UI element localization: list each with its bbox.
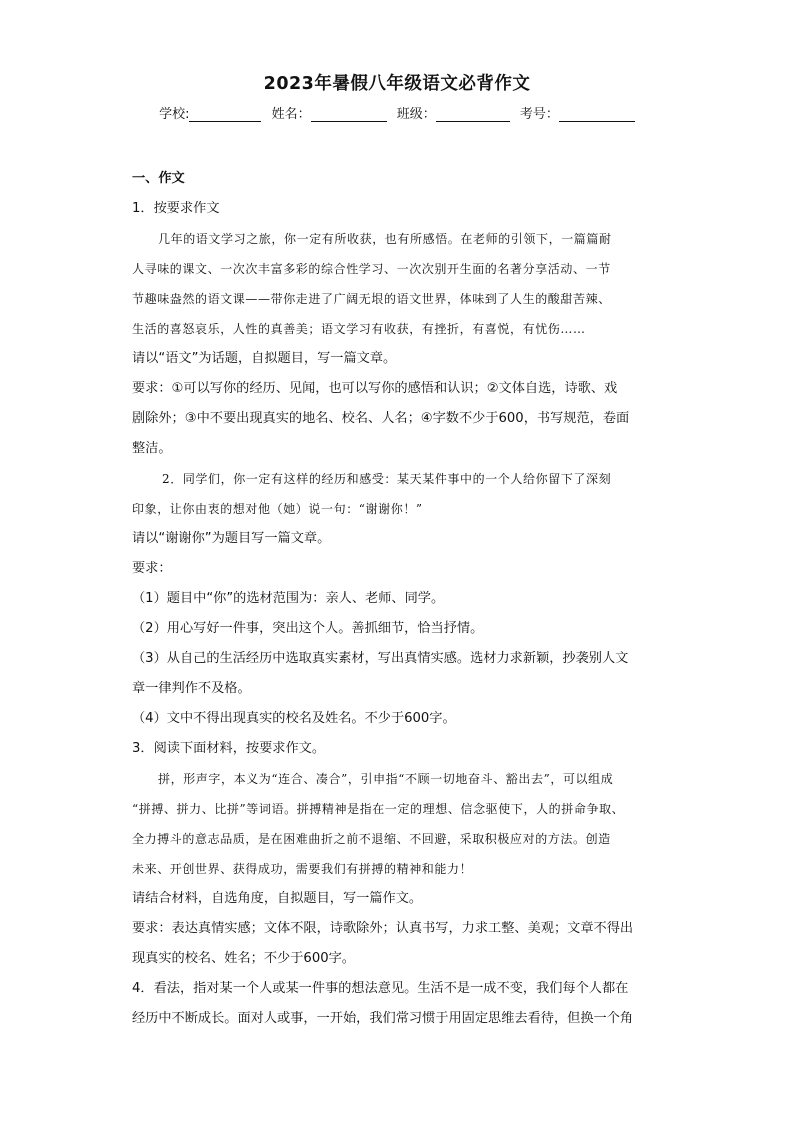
section-heading: 一、作文 — [132, 171, 185, 186]
question-3-title: 3．阅读下面材料，按要求作文。 — [132, 741, 326, 756]
question-1-requirement-line: 剧除外；③中不要出现真实的地名、校名、人名；④字数不少于600，书写规范，卷面 — [132, 411, 630, 426]
student-info-row — [0, 103, 794, 122]
exam-number-label: 考号： — [519, 107, 559, 122]
question-3-material-line: “拼搏、拼力、比拼”等词语。拼搏精神是指在一定的理想、信念驱使下，人的拼命争取、 — [132, 802, 625, 816]
question-2-requirements-label: 要求： — [132, 561, 172, 576]
question-3-material-line: 拼，形声字，本义为“连合、凑合”，引申指“不顾一切地奋斗、豁出去”，可以组成 — [158, 772, 614, 786]
question-2-requirement-line: （3）从自己的生活经历中选取真实素材，写出真情实感。选材力求新颖，抄袭别人文 — [132, 651, 629, 666]
question-1-material-line: 几年的语文学习之旅，你一定有所收获，也有所感悟。在老师的引领下，一篇篇耐 — [158, 232, 612, 246]
school-field[interactable] — [159, 103, 261, 122]
exam-number-blank[interactable] — [559, 107, 635, 122]
question-4-line: 4．看法，指对某一个人或某一件事的想法意见。生活不是一成不变，我们每个人都在 — [132, 981, 629, 996]
question-1-instruction: 请以“语文”为话题，自拟题目，写一篇文章。 — [132, 351, 397, 366]
question-2 — [132, 464, 672, 734]
class-blank[interactable] — [436, 107, 510, 122]
question-3-requirement-line: 现真实的校名、姓名；不少于600字。 — [132, 951, 355, 966]
question-1-title: 1．按要求作文 — [132, 201, 220, 216]
name-blank[interactable] — [311, 107, 387, 122]
question-1-material-line: 生活的喜怒哀乐，人性的真善美；语文学习有收获，有挫折，有喜悦，有忧伤…… — [132, 322, 586, 336]
question-1 — [132, 194, 672, 464]
question-1-material-line: 节趣味盎然的语文课——带你走进了广阔无垠的语文世界，体味到了人生的酸甜苦辣、 — [132, 292, 611, 306]
question-4 — [132, 974, 672, 1034]
school-blank[interactable] — [189, 107, 261, 122]
question-3-requirement-line: 要求：表达真情实感；文体不限，诗歌除外；认真书写，力求工整、美观；文章不得出 — [132, 921, 634, 936]
question-2-instruction: 请以“谢谢你”为题目写一篇文章。 — [132, 531, 331, 546]
school-label: 学校: — [159, 107, 190, 122]
class-label: 班级： — [396, 107, 436, 122]
question-3 — [132, 734, 672, 974]
class-field[interactable] — [397, 103, 510, 122]
question-2-material-line: 2．同学们，你一定有这样的经历和感受：某天某件事中的一个人给你留下了深刻 — [162, 472, 612, 486]
question-3-material-line: 未来、开创世界、获得成功，需要我们有拼搏的精神和能力！ — [132, 862, 473, 876]
question-1-material-line: 人寻味的课文、一次次丰富多彩的综合性学习、一次次别开生面的名著分享活动、一节 — [132, 262, 611, 276]
question-3-instruction: 请结合材料，自选角度，自拟题目，写一篇作文。 — [132, 891, 423, 906]
question-3-material-line: 全力搏斗的意志品质，是在困难曲折之前不退缩、不回避，采取积极应对的方法。创造 — [132, 832, 611, 846]
question-2-requirement-line: （4）文中不得出现真实的校名及姓名。不少于600字。 — [132, 711, 456, 726]
question-2-requirement-line: （1）题目中“你”的选材范围为：亲人、老师、同学。 — [132, 591, 445, 606]
content-body — [132, 164, 672, 1034]
page-title: 2023年暑假八年级语文必背作文 — [263, 74, 531, 94]
question-2-material-line: 印象，让你由衷的想对他（她）说一句：“谢谢你！” — [132, 502, 423, 516]
question-4-line: 经历中不断成长。面对人或事，一开始，我们常习惯于用固定思维去看待，但换一个角 — [132, 1011, 634, 1026]
question-2-requirement-line: （2）用心写好一件事，突出这个人。善抓细节，恰当抒情。 — [132, 621, 484, 636]
question-2-requirement-line: 章一律判作不及格。 — [132, 681, 251, 696]
name-label: 姓名： — [271, 107, 311, 122]
name-field[interactable] — [272, 103, 387, 122]
question-1-requirement-line: 整洁。 — [132, 441, 172, 456]
question-1-requirement-line: 要求：①可以写你的经历、见闻，也可以写你的感悟和认识；②文体自选，诗歌、戏 — [132, 381, 618, 396]
exam-number-field[interactable] — [520, 103, 635, 122]
